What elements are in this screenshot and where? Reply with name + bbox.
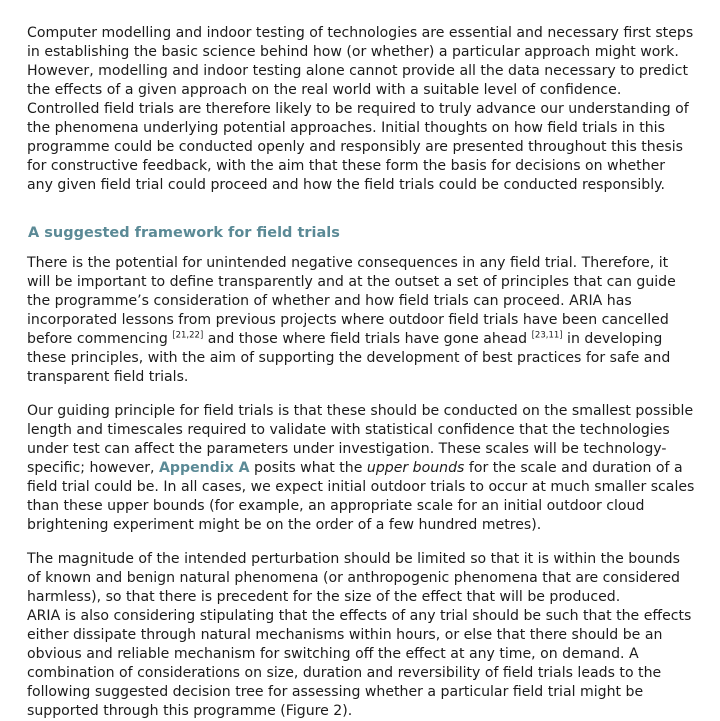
principle-text-c: for the scale and duration of a field trial could be. In all cases, we expect initial outdoor trials to occur at much smaller scales than these upper bounds (for example, an appropriate scale for an initial outdoor cloud brightening experiment might be on the order of a few hundred metres). — [27, 460, 695, 533]
document-page — [27, 24, 695, 721]
framework-text-a: There is the potential for unintended negative consequences in any field trial. Therefore, it will be important to define transparently and at the outset a set of principles that can guide the programme’s consideration of whether and how field trials can proceed. ARIA has incorporated lessons from previous projects where outdoor field trials have been cancelled before commencing — [27, 255, 676, 347]
perturbation-line-b: ARIA is also considering stipulating that the effects of any trial should be such that the effects either dissipate through natural mechanisms within hours, or else that there should be an obvious and reliable mechanism for switching off the effect at any time, on demand. A combination of considerations on size, duration and reversibility of field trials leads to the following suggested decision tree for assessing whether a particular field trial might be supported through this programme (Figure 2). — [27, 608, 692, 719]
principle-text-b: posits what the — [249, 460, 367, 476]
perturbation-line-a: The magnitude of the intended perturbation should be limited so that it is within the bounds of known and benign natural phenomena (or anthropogenic phenomena that are considered harmless), so that there is precedent for the size of the effect that will be produced. — [27, 551, 680, 605]
citation-ref-21-22: [21,22] — [172, 330, 204, 341]
framework-text-c: in developing these principles, with the aim of supporting the development of best practices for safe and transparent field trials. — [27, 331, 671, 385]
framework-paragraph — [27, 254, 695, 387]
upper-bounds-emphasis: upper bounds — [366, 460, 465, 476]
section-heading: A suggested framework for field trials — [28, 225, 340, 241]
citation-ref-23-11: [23,11] — [531, 330, 563, 341]
principle-text-a: Our guiding principle for field trials is that these should be conducted on the smallest possible length and timescales required to validate with statistical confidence that the technologies under test can affect the parameters under investigation. These scales will be technology-specific; however, — [27, 403, 694, 476]
guiding-principle-paragraph — [27, 402, 695, 535]
intro-paragraph: Computer modelling and indoor testing of technologies are essential and necessary first steps in establishing the basic science behind how (or whether) a particular approach might work. However, modelling and indoor testing alone cannot provide all the data necessary to predict the effects of a given approach on the real world with a suitable level of confidence. Controlled field trials are therefore likely to be required to truly advance our understanding of the phenomena underlying potential approaches. Initial thoughts on how field trials in this programme could be conducted openly and responsibly are presented throughout this thesis for constructive feedback, with the aim that these form the basis for decisions on whether any given field trial could proceed and how the field trials could be conducted responsibly. — [27, 25, 694, 193]
perturbation-paragraph — [27, 550, 695, 721]
appendix-a-link[interactable]: Appendix A — [159, 460, 250, 476]
framework-text-b: and those where field trials have gone ahead — [203, 331, 532, 347]
